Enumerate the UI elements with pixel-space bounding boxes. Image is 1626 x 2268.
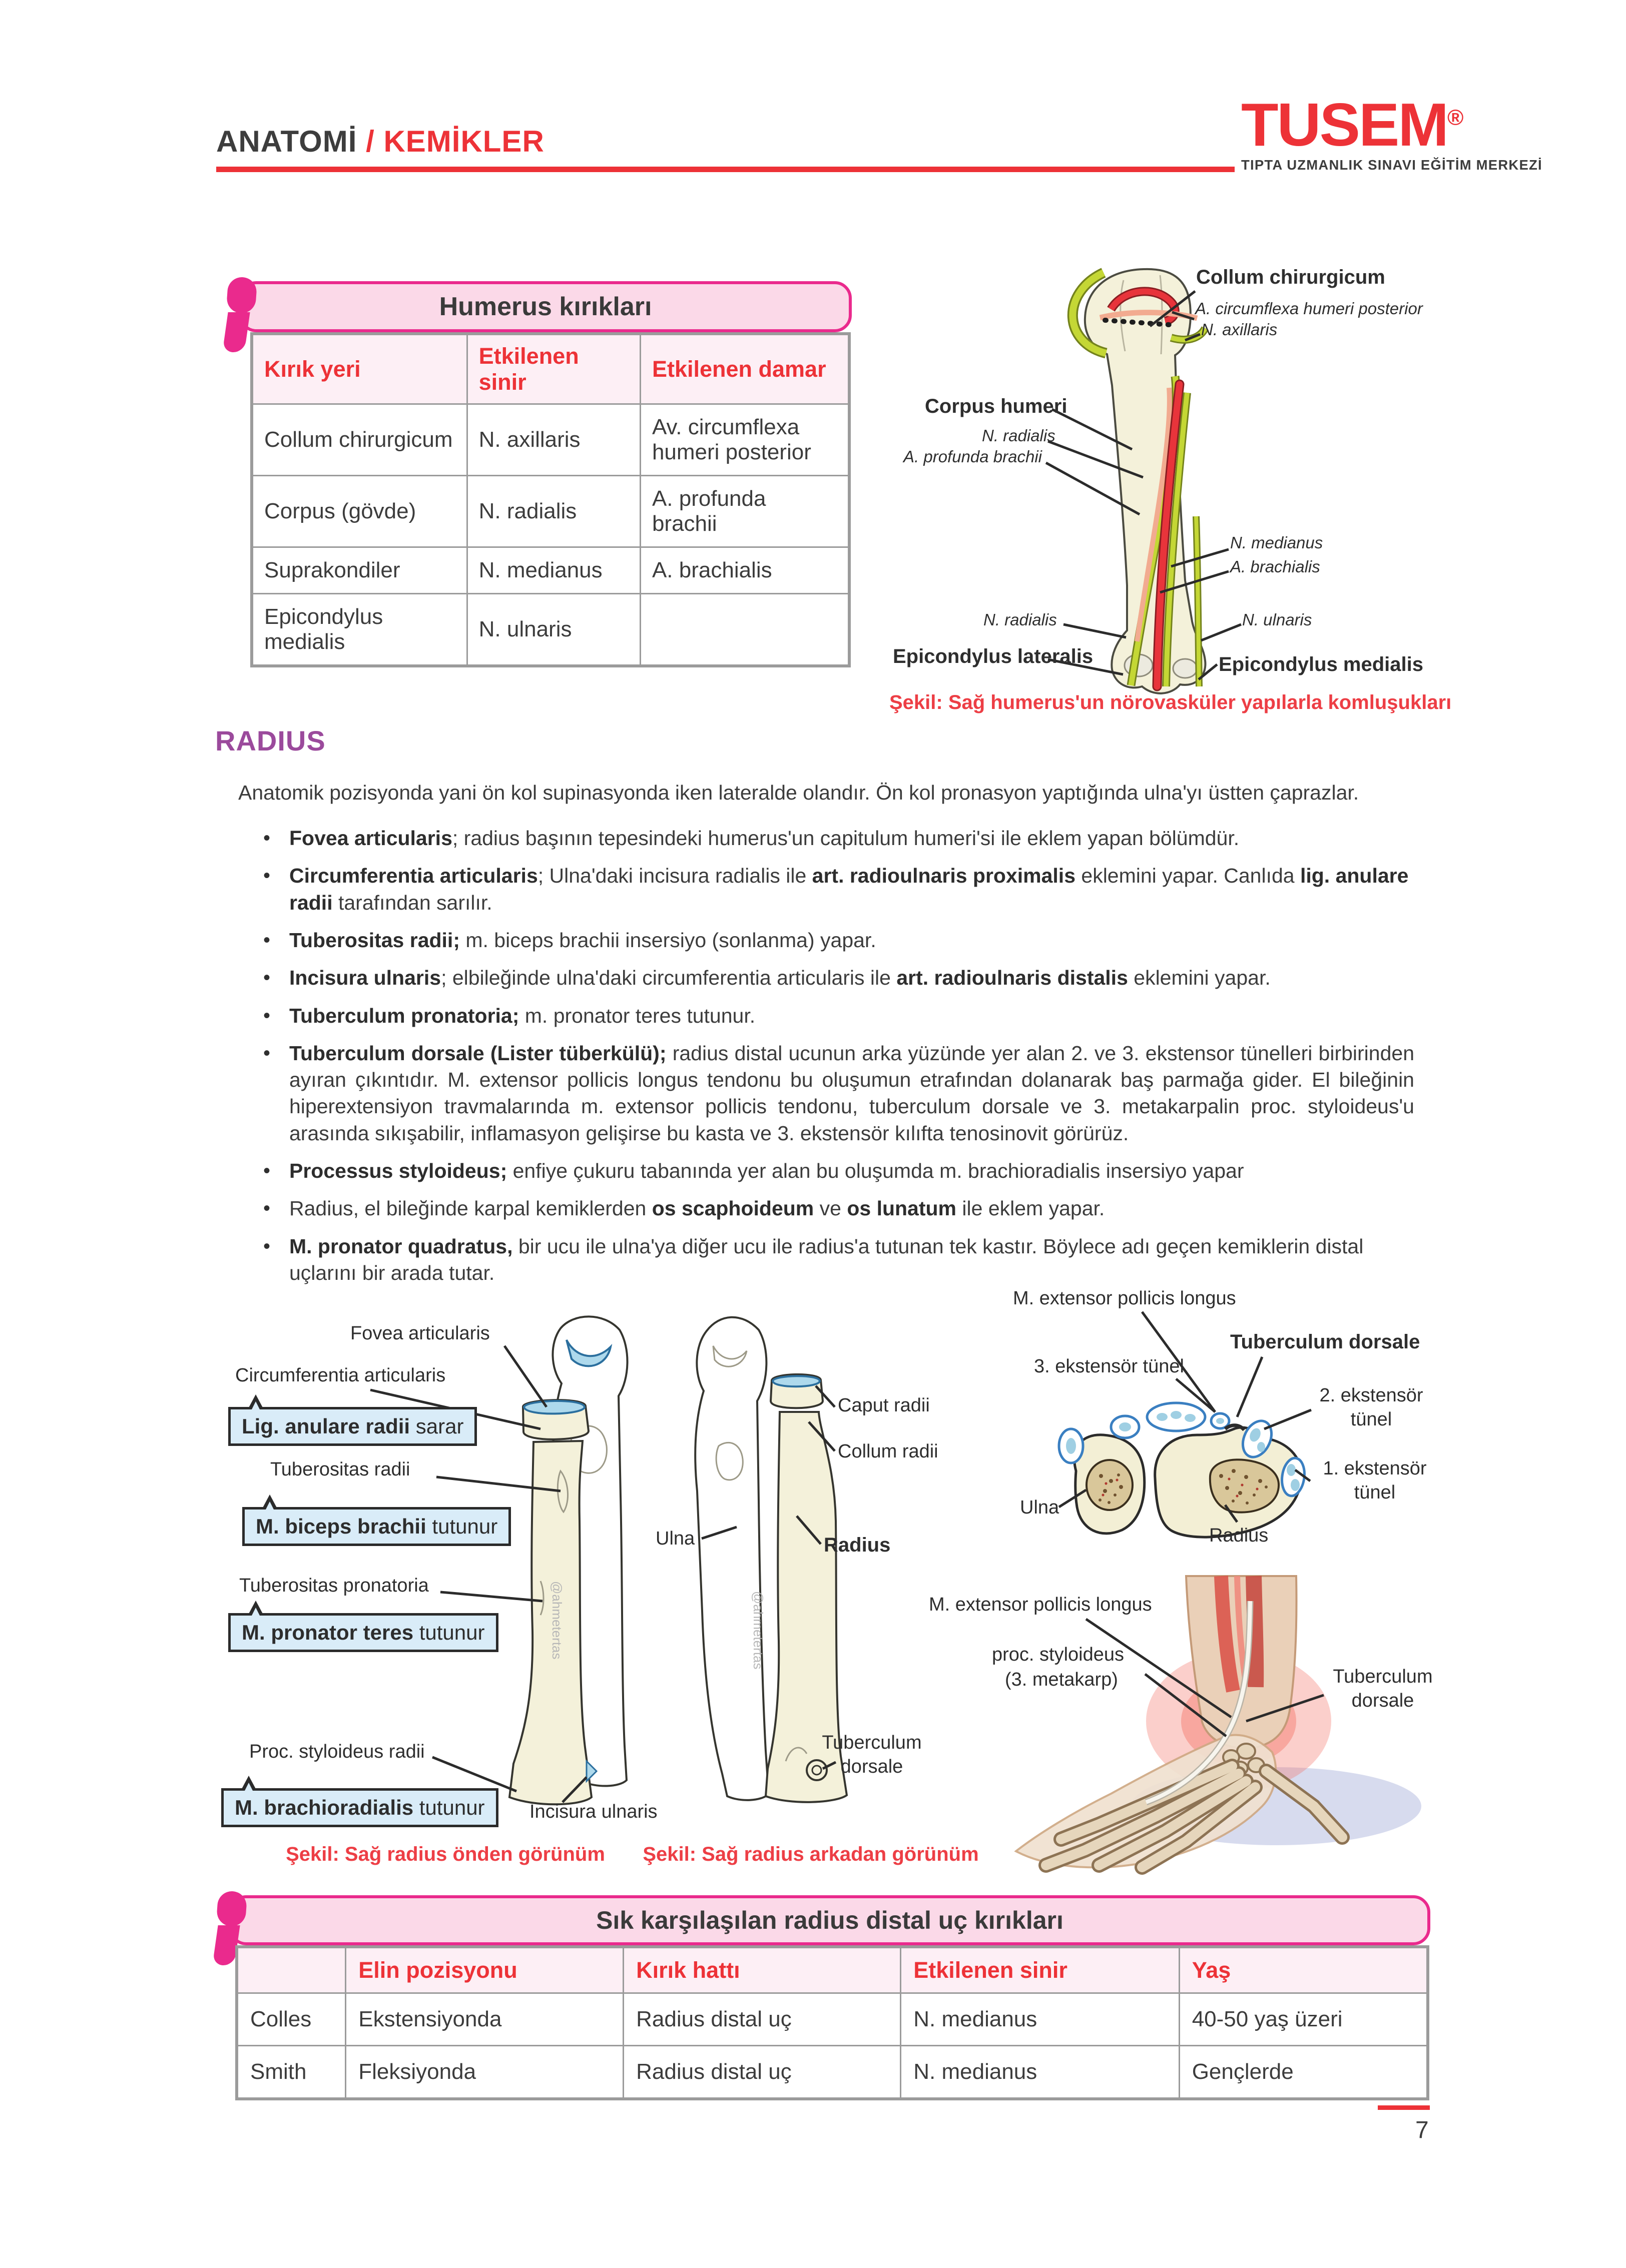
label-a-brachialis: A. brachialis (1230, 557, 1320, 576)
label-ulna-cross: Ulna (1020, 1497, 1059, 1518)
humerus-figure-caption: Şekil: Sağ humerus'un nörovasküler yapılarla komluşukları (889, 691, 1452, 713)
label-circumferentia-articularis: Circumferentia articularis (235, 1365, 446, 1386)
label-n-radialis-upper: N. radialis (982, 426, 1055, 445)
cell: N. medianus (467, 547, 640, 594)
tusem-logo-tagline: TIPTA UZMANLIK SINAVI EĞİTİM MERKEZİ (1241, 157, 1542, 173)
table-row (252, 594, 849, 666)
table-row (252, 476, 849, 547)
back-figure-caption: Şekil: Sağ radius arkadan görünüm (643, 1843, 979, 1865)
tusem-logo (1241, 91, 1542, 173)
table-row (252, 404, 849, 476)
humerus-table-title: Humerus kırıkları (439, 292, 652, 321)
label-ulna: Ulna (656, 1528, 695, 1549)
list-item: • Processus styloideus; enfiye çukuru tabanında yer alan bu oluşumda m. brachioradialis insersiyo yapar (289, 1158, 1414, 1184)
col-header: Yaş (1179, 1947, 1428, 1993)
label-collum-chirurgicum: Collum chirurgicum (1196, 266, 1385, 288)
humerus-figure (851, 235, 1576, 720)
header-section: ANATOMİ (216, 125, 357, 158)
cell: Radius distal uç (624, 2046, 901, 2099)
wrist-illustration (926, 1571, 1576, 1876)
label-incisura-ulnaris: Incisura ulnaris (529, 1801, 658, 1822)
label-n-axillaris: N. axillaris (1201, 320, 1278, 339)
cell: Ekstensiyonda (346, 1993, 624, 2046)
label-3-ekstensor-tunel: 3. ekstensör tünel (1034, 1356, 1184, 1377)
header-rule (216, 167, 1235, 172)
col-header: Kırık hattı (624, 1947, 901, 1993)
col-header: Kırık yeri (252, 334, 467, 404)
label-fovea-articularis: Fovea articularis (350, 1323, 490, 1344)
label-epicondylus-medialis: Epicondylus medialis (1219, 653, 1424, 675)
cell: Collum chirurgicum (252, 404, 467, 476)
col-header: Elin pozisyonu (346, 1947, 624, 1993)
label-extensor-pollicis-longus: M. extensor pollicis longus (1013, 1288, 1236, 1309)
cell: Corpus (gövde) (252, 476, 467, 547)
list-item: • Circumferentia articularis; Ulna'daki incisura radialis ile art. radioulnaris proximalis eklemini yapar. Canlıda lig. anulare radii tarafından sarılır. (289, 863, 1414, 916)
label-tuberculum-dorsale: Tuberculum dorsale (822, 1732, 922, 1777)
header-topic: KEMİKLER (383, 125, 545, 158)
table-header-row (252, 334, 849, 404)
list-item: • Fovea articularis; radius başının tepesindeki humerus'un capitulum humeri'si ile eklem yapan bölümdür. (289, 825, 1414, 852)
cross-section-illustration (1011, 1281, 1591, 1566)
label-a-circumflexa: A. circumflexa humeri posterior (1195, 299, 1423, 318)
label-n-radialis-lower: N. radialis (983, 610, 1057, 629)
artist-watermark: @ahmetertas (751, 1591, 766, 1670)
label-a-profunda-brachii: A. profunda brachii (903, 447, 1042, 466)
table-header-row (237, 1947, 1428, 1993)
cross-section-figure (1011, 1281, 1591, 1566)
list-item: • Incisura ulnaris; elbileğinde ulna'daki circumferentia articularis ile art. radioulnaris distalis eklemini yapar. (289, 965, 1414, 991)
front-figure-caption: Şekil: Sağ radius önden görünüm (286, 1843, 605, 1865)
cell: N. axillaris (467, 404, 640, 476)
footer-rule (1378, 2105, 1430, 2110)
page-header-title (216, 124, 545, 159)
page-number: 7 (1415, 2117, 1429, 2143)
callout-lig-anulare: Lig. anulare radii sarar (228, 1407, 477, 1446)
col-header: Etkilenen sinir (467, 334, 640, 404)
cell: N. radialis (467, 476, 640, 547)
callout-biceps-brachii: M. biceps brachii tutunur (242, 1507, 511, 1546)
list-item: • Tuberositas radii; m. biceps brachii insersiyo (sonlanma) yapar. (289, 927, 1414, 954)
col-header (237, 1947, 346, 1993)
cell: N. ulnaris (467, 594, 640, 666)
humerus-table-banner (239, 281, 852, 332)
radius-intro: Anatomik pozisyonda yani ön kol supinasyonda iken lateralde olandır. Ön kol pronasyon yaptığında ulna'yı üstten çaprazlar. (238, 781, 1359, 804)
col-header: Etkilenen damar (640, 334, 849, 404)
label-proc-styloideus-radii: Proc. styloideus radii (249, 1741, 425, 1762)
distal-table-title: Sık karşılaşılan radius distal uç kırıkları (596, 1906, 1063, 1934)
label-caput-radii: Caput radii (838, 1395, 930, 1416)
list-item: • M. pronator quadratus, bir ucu ile ulna'ya diğer ucu ile radius'a tutunan tek kastır. Böylece adı geçen kemiklerin distal uçlarını bir arada tutar. (289, 1233, 1414, 1287)
cell: Epicondylus medialis (252, 594, 467, 666)
wrist-figure (926, 1571, 1576, 1876)
label-2-ekstensor-tunel: 2. ekstensör tünel (1319, 1385, 1423, 1430)
cell: N. medianus (901, 2046, 1179, 2099)
label-1-ekstensor-tunel: 1. ekstensör tünel (1323, 1458, 1427, 1503)
artist-watermark: @ahmetertas (550, 1581, 565, 1660)
distal-table-banner (229, 1895, 1430, 1945)
label-extensor-pollicis-longus-wrist: M. extensor pollicis longus (929, 1594, 1152, 1615)
humerus-fracture-table (250, 332, 851, 667)
cell: Fleksiyonda (346, 2046, 624, 2099)
list-item: • Tuberculum pronatoria; m. pronator teres tutunur. (289, 1003, 1414, 1029)
callout-brachioradialis: M. brachioradialis tutunur (221, 1788, 498, 1827)
label-tuberculum-dorsale-wrist: Tuberculum dorsale (1333, 1666, 1433, 1711)
cell: A. brachialis (640, 547, 849, 594)
label-3-metakarp: (3. metakarp) (1005, 1669, 1118, 1690)
table-row (252, 547, 849, 594)
radius-bullet-list (289, 825, 1414, 1286)
label-collum-radii: Collum radii (838, 1441, 938, 1462)
cell: A. profunda brachii (640, 476, 849, 547)
cell: Av. circumflexa humeri posterior (640, 404, 849, 476)
label-radius: Radius (824, 1534, 891, 1556)
list-item: • Tuberculum dorsale (Lister tüberkülü); radius distal ucunun arka yüzünde yer alan 2. ve 3. ekstensor tünelleri birbirinden ayıran çıkıntıdır. M. extensor pollicis longus tendonu bu oluşumun etrafından dolanarak baş parmağa gider. El bileğinin hiperextensiyon travmalarında m. extensor pollicis tendonu, tuberculum dorsale ve 3. metakarpalin proc. styloideus'u arasında sıkışabilir, inflamasyon gelişirse bu kasta ve 3. ekstensör kılıfta tenosinovit görürüz. (289, 1040, 1414, 1147)
radius-section (215, 724, 1426, 1286)
label-n-medianus: N. medianus (1230, 533, 1323, 552)
registered-icon: ® (1447, 105, 1462, 130)
label-epicondylus-lateralis: Epicondylus lateralis (893, 645, 1094, 667)
cell: Smith (237, 2046, 346, 2099)
list-item: • Radius, el bileğinde karpal kemiklerden os scaphoideum ve os lunatum ile eklem yapar. (289, 1195, 1414, 1222)
header-separator: / (357, 125, 384, 158)
label-tuberositas-pronatoria: Tuberositas pronatoria (239, 1575, 429, 1596)
callout-pronator-teres: M. pronator teres tutunur (228, 1613, 498, 1652)
cell: Radius distal uç (624, 1993, 901, 2046)
label-corpus-humeri: Corpus humeri (925, 395, 1067, 417)
cell: Colles (237, 1993, 346, 2046)
cell: Gençlerde (1179, 2046, 1428, 2099)
cell: Suprakondiler (252, 547, 467, 594)
distal-fracture-table (235, 1945, 1429, 2100)
label-n-ulnaris: N. ulnaris (1242, 610, 1312, 629)
col-header: Etkilenen sinir (901, 1947, 1179, 1993)
cell (640, 594, 849, 666)
label-tuberculum-dorsale-bold: Tuberculum dorsale (1230, 1331, 1420, 1353)
label-radius-cross: Radius (1209, 1525, 1269, 1546)
cell: N. medianus (901, 1993, 1179, 2046)
label-tuberositas-radii: Tuberositas radii (270, 1459, 410, 1480)
cell: 40-50 yaş üzeri (1179, 1993, 1428, 2046)
tusem-logo-word: TUSEM® (1241, 91, 1462, 159)
label-proc-styloideus: proc. styloideus (992, 1644, 1125, 1665)
table-row (237, 2046, 1428, 2099)
table-row (237, 1993, 1428, 2046)
radius-heading: RADIUS (215, 725, 326, 757)
